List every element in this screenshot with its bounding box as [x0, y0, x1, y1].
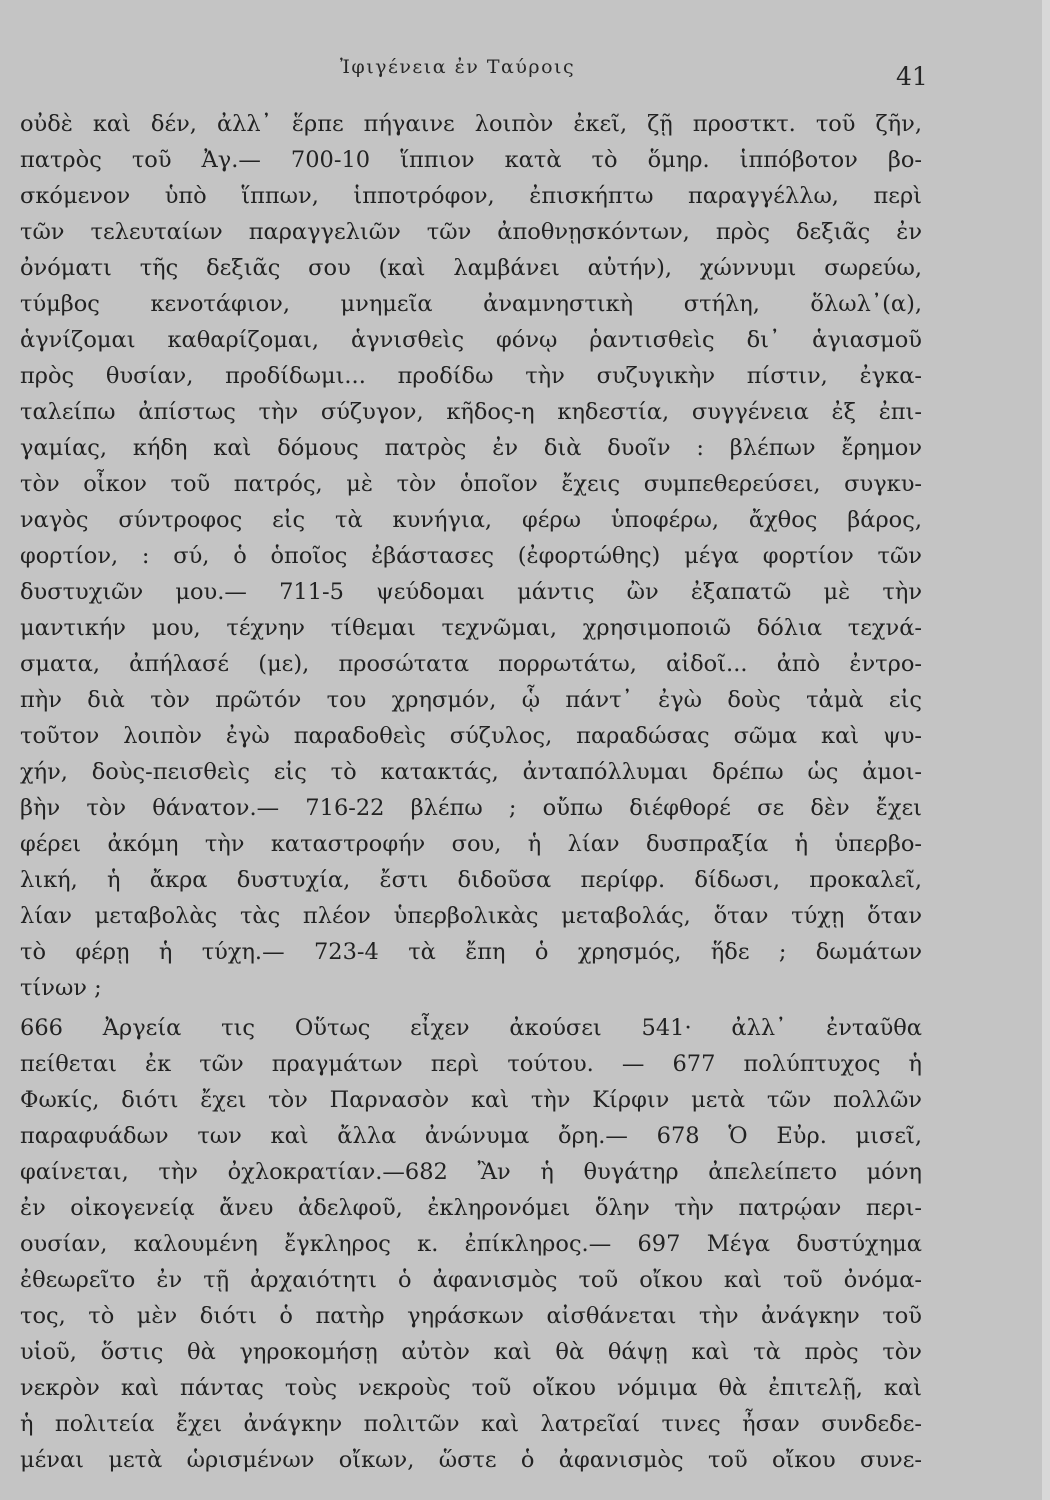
- text-line: τὸ φέρῃ ἡ τύχη.— 723-4 τὰ ἔπη ὁ χρησμός, ἥδε ; δωμάτων: [20, 939, 922, 965]
- text-line: Φωκίς, διότι ἔχει τὸν Παρνασὸν καὶ τὴν Κίρφιν μετὰ τῶν πολλῶν: [20, 1087, 922, 1113]
- text-line: υἱοῦ, ὅστις θὰ γηροκομήσῃ αὐτὸν καὶ θὰ θάψῃ καὶ τὰ πρὸς τὸν: [20, 1339, 922, 1365]
- text-line: βὴν τὸν θάνατον.— 716-22 βλέπω ; οὔπω διέφθορέ σε δὲν ἔχει: [20, 795, 922, 821]
- text-line: φορτίον, : σύ, ὁ ὁποῖος ἐβάστασες (ἐφορτώθης) μέγα φορτίον τῶν: [20, 543, 922, 569]
- text-line: ἡ πολιτεία ἔχει ἀνάγκην πολιτῶν καὶ λατρεῖαί τινες ἦσαν συνδεδε-: [20, 1411, 922, 1437]
- page-number: 41: [896, 62, 928, 91]
- text-line: ἁγνίζομαι καθαρίζομαι, ἁγνισθεὶς φόνῳ ῥαντισθεὶς δι᾽ ἁγιασμοῦ: [20, 327, 922, 353]
- text-line: νεκρὸν καὶ πάντας τοὺς νεκροὺς τοῦ οἴκου νόμιμα θὰ ἐπιτελῇ, καὶ: [20, 1375, 922, 1401]
- text-line: πὴν διὰ τὸν πρῶτόν του χρησμόν, ᾧ πάντ᾽ ἐγὼ δοὺς τἀμὰ εἰς: [20, 687, 922, 713]
- text-line: ἐν οἰκογενείᾳ ἄνευ ἀδελφοῦ, ἐκληρονόμει ὅλην τὴν πατρῴαν περι-: [20, 1195, 922, 1221]
- text-line: τῶν τελευταίων παραγγελιῶν τῶν ἀποθνῃσκόντων, πρὸς δεξιᾶς ἐν: [20, 219, 922, 245]
- running-head: Ἰφιγένεια ἐν Ταύροις: [340, 56, 576, 78]
- text-line: ἐθεωρεῖτο ἐν τῇ ἀρχαιότητι ὁ ἀφανισμὸς τοῦ οἴκου καὶ τοῦ ὀνόμα-: [20, 1267, 922, 1293]
- text-line: τίνων ;: [20, 975, 102, 1001]
- text-line: ναγὸς σύντροφος εἰς τὰ κυνήγια, φέρω ὑποφέρω, ἄχθος βάρος,: [20, 507, 922, 533]
- page-edge: [1042, 0, 1050, 1500]
- text-line: μαντικήν μου, τέχνην τίθεμαι τεχνῶμαι, χρησιμοποιῶ δόλια τεχνά-: [20, 615, 922, 641]
- text-line: τὸν οἶκον τοῦ πατρός, μὲ τὸν ὁποῖον ἔχεις συμπεθερεύσει, συγκυ-: [20, 471, 922, 497]
- text-line: ουσίαν, καλουμένη ἔγκληρος κ. ἐπίκληρος.— 697 Μέγα δυστύχημα: [20, 1231, 922, 1257]
- text-line: τοῦτον λοιπὸν ἐγὼ παραδοθεὶς σύζυλος, παραδώσας σῶμα καὶ ψυ-: [20, 723, 922, 749]
- page-header: [0, 52, 1050, 96]
- text-line: τύμβος κενοτάφιον, μνημεῖα ἀναμνηστικὴ στήλη, ὅλωλ᾽(α),: [20, 291, 922, 317]
- text-line: σκόμενον ὑπὸ ἵππων, ἱπποτρόφον, ἐπισκήπτω παραγγέλλω, περὶ: [20, 183, 922, 209]
- text-line: λίαν μεταβολὰς τὰς πλέον ὑπερβολικὰς μεταβολάς, ὅταν τύχῃ ὅταν: [20, 903, 922, 929]
- text-line: πείθεται ἐκ τῶν πραγμάτων περὶ τούτου. — 677 πολύπτυχος ἡ: [20, 1051, 922, 1077]
- text-line: ταλείπω ἀπίστως τὴν σύζυγον, κῆδος-η κηδεστία, συγγένεια ἐξ ἐπι-: [20, 399, 922, 425]
- text-line: φέρει ἀκόμη τὴν καταστροφήν σου, ἡ λίαν δυσπραξία ἡ ὑπερβο-: [20, 831, 922, 857]
- text-line: 666 Ἀργεία τις Οὕτως εἶχεν ἀκούσει 541· ἀλλ᾽ ἐνταῦθα: [20, 1015, 922, 1041]
- text-line: σματα, ἀπήλασέ (με), προσώτατα πορρωτάτω, αἰδοῖ... ἀπὸ ἐντρο-: [20, 651, 922, 677]
- text-line: χήν, δοὺς-πεισθεὶς εἰς τὸ κατακτάς, ἀνταπόλλυμαι δρέπω ὡς ἀμοι-: [20, 759, 922, 785]
- text-line: λική, ἡ ἄκρα δυστυχία, ἔστι διδοῦσα περίφρ. δίδωσι, προκαλεῖ,: [20, 867, 922, 893]
- text-line: μέναι μετὰ ὡρισμένων οἴκων, ὥστε ὁ ἀφανισμὸς τοῦ οἴκου συνε-: [20, 1447, 922, 1473]
- text-line: τος, τὸ μὲν διότι ὁ πατὴρ γηράσκων αἰσθάνεται τὴν ἀνάγκην τοῦ: [20, 1303, 922, 1329]
- text-line: δυστυχιῶν μου.— 711-5 ψεύδομαι μάντις ὢν ἐξαπατῶ μὲ τὴν: [20, 579, 922, 605]
- text-line: φαίνεται, τὴν ὀχλοκρατίαν.—682 Ἂν ἡ θυγάτηρ ἀπελείπετο μόνη: [20, 1159, 922, 1185]
- text-line: οὐδὲ καὶ δέν, ἀλλ᾽ ἕρπε πήγαινε λοιπὸν ἐκεῖ, ζῇ προστκτ. τοῦ ζῆν,: [20, 111, 922, 137]
- text-line: γαμίας, κήδη καὶ δόμους πατρὸς ἐν διὰ δυοῖν : βλέπων ἔρημον: [20, 435, 922, 461]
- text-line: πρὸς θυσίαν, προδίδωμι... προδίδω τὴν συζυγικὴν πίστιν, ἐγκα-: [20, 363, 922, 389]
- text-line: πατρὸς τοῦ Ἀγ.— 700-10 ἵππιον κατὰ τὸ ὅμηρ. ἱππόβοτον βο-: [20, 147, 922, 173]
- text-line: παραφυάδων των καὶ ἄλλα ἀνώνυμα ὄρη.— 678 Ὁ Εὐρ. μισεῖ,: [20, 1123, 922, 1149]
- text-line: ὀνόματι τῆς δεξιᾶς σου (καὶ λαμβάνει αὐτήν), χώννυμι σωρεύω,: [20, 255, 922, 281]
